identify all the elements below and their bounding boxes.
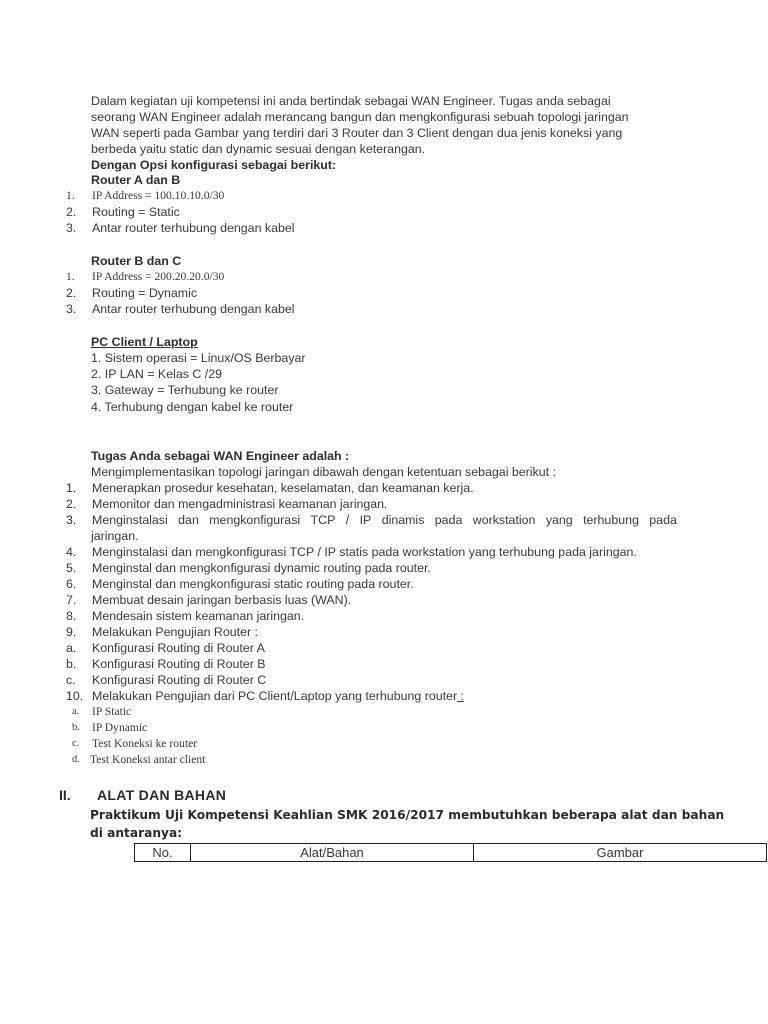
list-item: 1. IP Address = 100.10.10.0/30: [66, 189, 225, 202]
list-item: 1. Menerapkan prosedur kesehatan, keselamatan, dan keamanan kerja.: [66, 481, 474, 495]
sub-list-item: c. Test Koneksi ke router: [72, 737, 198, 750]
list-item: 7. Membuat desain jaringan berbasis luas (WAN).: [66, 593, 352, 607]
table-header-no: No.: [135, 844, 191, 862]
router-ab-section: [0, 172, 768, 236]
table-header-gambar: Gambar: [474, 844, 767, 862]
list-item: 3. Menginstalasi dan mengkonfigurasi TCP / IP dinamis pada workstation yang terhubung pada: [66, 513, 677, 527]
section-heading: [0, 786, 768, 804]
section-number: II.: [59, 787, 71, 803]
list-item: 9. Melakukan Pengujian Router :: [66, 625, 258, 639]
list-item: 2. Memonitor dan mengadministrasi keamanan jaringan.: [66, 497, 388, 511]
list-item: 3. Antar router terhubung dengan kabel: [66, 302, 295, 316]
tugas-section: [0, 448, 768, 768]
list-item: b. Konfigurasi Routing di Router B: [66, 657, 266, 671]
section-intro: Praktikum Uji Kompetensi Keahlian SMK 2016/2017 membutuhkan beberapa alat dan bahan di antaranya:: [90, 808, 725, 840]
list-item: 6. Menginstal dan mengkonfigurasi static routing pada router.: [66, 577, 414, 591]
sub-list-item: d. Test Koneksi antar client: [72, 753, 206, 766]
intro-paragraph: [0, 93, 768, 173]
pc-client-section: [0, 334, 768, 415]
list-item: 2. Routing = Dynamic: [66, 286, 198, 300]
intro-line: Dalam kegiatan uji kompetensi ini anda bertindak sebagai WAN Engineer. Tugas anda sebagai: [91, 94, 611, 108]
table-header-alat: Alat/Bahan: [191, 844, 474, 862]
list-item: a. Konfigurasi Routing di Router A: [66, 641, 265, 655]
list-item: c. Konfigurasi Routing di Router C: [66, 673, 267, 687]
list-item: 3. Antar router terhubung dengan kabel: [66, 221, 295, 235]
list-item: 2. Routing = Static: [66, 205, 180, 219]
list-item-continuation: jaringan.: [91, 529, 139, 543]
list-item: 1. Sistem operasi = Linux/OS Berbayar: [91, 351, 306, 365]
sub-list-item: b. IP Dynamic: [72, 721, 148, 734]
pc-client-heading: PC Client / Laptop: [91, 335, 198, 349]
tugas-heading: Tugas Anda sebagai WAN Engineer adalah :: [91, 449, 350, 463]
alat-bahan-table: [134, 843, 767, 862]
router-ab-heading: Router A dan B: [91, 173, 181, 187]
list-item: 2. IP LAN = Kelas C /29: [91, 367, 222, 381]
opsi-heading: Dengan Opsi konfigurasi sebagai berikut:: [91, 158, 337, 172]
tugas-intro: Mengimplementasikan topologi jaringan dibawah dengan ketentuan sebagai berikut :: [91, 465, 556, 479]
list-item: 8. Mendesain sistem keamanan jaringan.: [66, 609, 305, 623]
list-item: 5. Menginstal dan mengkonfigurasi dynamic routing pada router.: [66, 561, 431, 575]
section-title: ALAT DAN BAHAN: [97, 787, 227, 803]
intro-line: seorang WAN Engineer adalah merancang bangun dan mengkonfigurasi sebuah topologi jaringan: [91, 110, 629, 124]
table-header-row: [135, 844, 767, 862]
intro-line: berbeda yaitu static dan dynamic sesuai dengan keterangan.: [91, 142, 426, 156]
intro-line: WAN seperti pada Gambar yang terdiri dari 3 Router dan 3 Client dengan dua jenis koneksi yang: [91, 126, 623, 140]
list-item: 4. Terhubung dengan kabel ke router: [91, 400, 294, 414]
list-item: 1. IP Address = 200.20.20.0/30: [66, 270, 225, 283]
router-bc-section: [0, 253, 768, 317]
justified-text: Menginstalasi dan mengkonfigurasi TCP / IP dinamis pada workstation yang terhubung pada: [92, 513, 677, 527]
list-item: 4. Menginstalasi dan mengkonfigurasi TCP / IP statis pada workstation yang terhubung pada jaringan.: [66, 545, 637, 559]
list-item: 10. Melakukan Pengujian dari PC Client/Laptop yang terhubung router :: [66, 689, 464, 703]
router-bc-heading: Router B dan C: [91, 254, 182, 268]
list-item: 3. Gateway = Terhubung ke router: [91, 383, 279, 397]
sub-list-item: a. IP Static: [72, 705, 132, 718]
